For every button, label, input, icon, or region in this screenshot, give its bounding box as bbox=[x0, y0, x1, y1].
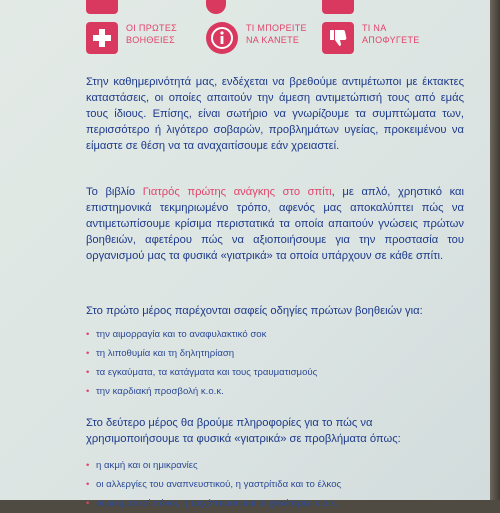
section1-list bbox=[86, 325, 464, 401]
bullet-icon: • bbox=[86, 329, 90, 340]
intro-paragraph-2 bbox=[86, 184, 464, 264]
bullet-icon: • bbox=[86, 479, 90, 490]
list-item bbox=[86, 344, 464, 363]
list-item bbox=[86, 382, 464, 401]
cross-icon bbox=[86, 22, 118, 54]
intro-paragraph-1: Στην καθημερινότητά μας, ενδέχεται να βρεθούμε αντιμέτωποι με έκτακτες καταστάσεις, οι οποίες απαιτούν την άμεση αντιμετώπισή τους από εμάς τους ίδιους. Επίσης, είναι σωτήριο να γνωρίζουμε τα συμπτώματα των, περισσότερο ή λιγότερο σοβαρών, προβλημάτων υγείας, προκειμένου να είμαστε σε θέση να τα αναχαιτίσουμε εάν χρειαστεί. bbox=[86, 76, 464, 152]
list-item-text: οι αλλεργίες του αναπνευστικού, η γαστρίτιδα και το έλκος bbox=[96, 479, 342, 490]
list-item bbox=[86, 325, 464, 344]
legend-label-line2: ΒΟΗΘΕΙΕΣ bbox=[126, 35, 175, 45]
list-item-text: την καρδιακή προσβολή κ.ο.κ. bbox=[96, 386, 224, 397]
list-item bbox=[86, 456, 464, 475]
list-item-text: την αιμορραγία και το αναφυλακτικό σοκ bbox=[96, 329, 267, 340]
section2-list bbox=[86, 456, 464, 513]
legend-label-line2: ΑΠΟΦΥΓΕΤΕ bbox=[362, 35, 420, 45]
bullet-icon: • bbox=[86, 386, 90, 397]
intro-p2-after: , με απλό, χρηστικό και επιστημονικά τεκμηριωμένο τρόπο, αφενός μας αποκαλύπτει πώς να αντιμετωπίσουμε κρίσιμα περιστατικά τα οποία απαιτούν γνώσεις πρώτων βοηθειών, αφετέρου πώς να αξιοποιήσουμε για την προστασία του οργανισμού μας τα φυσικά «γιατρικά» τα οποία υπάρχουν σε κάθε σπίτι. bbox=[86, 186, 464, 262]
legend-label-line2: ΝΑ ΚΑΝΕΤΕ bbox=[246, 35, 300, 45]
legend-top-stub bbox=[206, 0, 226, 14]
list-item-text: οι ρευματικοί πόνοι, η τριχόπτωση και οι χιονίστρες κ.ο.κ. bbox=[96, 498, 338, 509]
bullet-icon: • bbox=[86, 498, 90, 509]
legend-label-line1: ΤΙ ΝΑ bbox=[362, 23, 387, 33]
intro-p2-before: Το βιβλίο bbox=[86, 186, 143, 198]
list-item-text: η ακμή και οι ημικρανίες bbox=[96, 460, 198, 471]
legend-top-stub bbox=[86, 0, 118, 14]
list-item bbox=[86, 494, 464, 513]
bullet-icon: • bbox=[86, 460, 90, 471]
legend-label-line1: ΤΙ ΜΠΟΡΕΙΤΕ bbox=[246, 23, 307, 33]
bullet-icon: • bbox=[86, 348, 90, 359]
section1-heading: Στο πρώτο μέρος παρέχονται σαφείς οδηγίες πρώτων βοηθειών για: bbox=[86, 305, 423, 317]
book-title-highlight: Γιατρός πρώτης ανάγκης στο σπίτι bbox=[142, 186, 332, 198]
legend-item-what-you-can-do bbox=[206, 18, 326, 64]
legend-item-what-to-avoid bbox=[322, 18, 452, 64]
background-edge bbox=[490, 0, 500, 500]
legend-label-line1: ΟΙ ΠΡΩΤΕΣ bbox=[126, 23, 177, 33]
list-item-text: τη λιποθυμία και τη δηλητηρίαση bbox=[96, 348, 235, 359]
list-item bbox=[86, 363, 464, 382]
list-item-text: τα εγκαύματα, τα κατάγματα και τους τραυματισμούς bbox=[96, 367, 318, 378]
legend-top-stub bbox=[322, 0, 354, 14]
section2-heading: Στο δεύτερο μέρος θα βρούμε πληροφορίες για το πώς να χρησιμοποιήσουμε τα φυσικά «γιατρικά» σε προβλήματα όπως: bbox=[86, 417, 401, 445]
bullet-icon: • bbox=[86, 367, 90, 378]
thumbs-down-icon bbox=[322, 22, 354, 54]
icon-legend bbox=[86, 18, 466, 64]
info-icon bbox=[206, 22, 238, 54]
legend-label bbox=[362, 22, 462, 46]
list-item bbox=[86, 475, 464, 494]
legend-item-first-aid bbox=[86, 18, 206, 64]
